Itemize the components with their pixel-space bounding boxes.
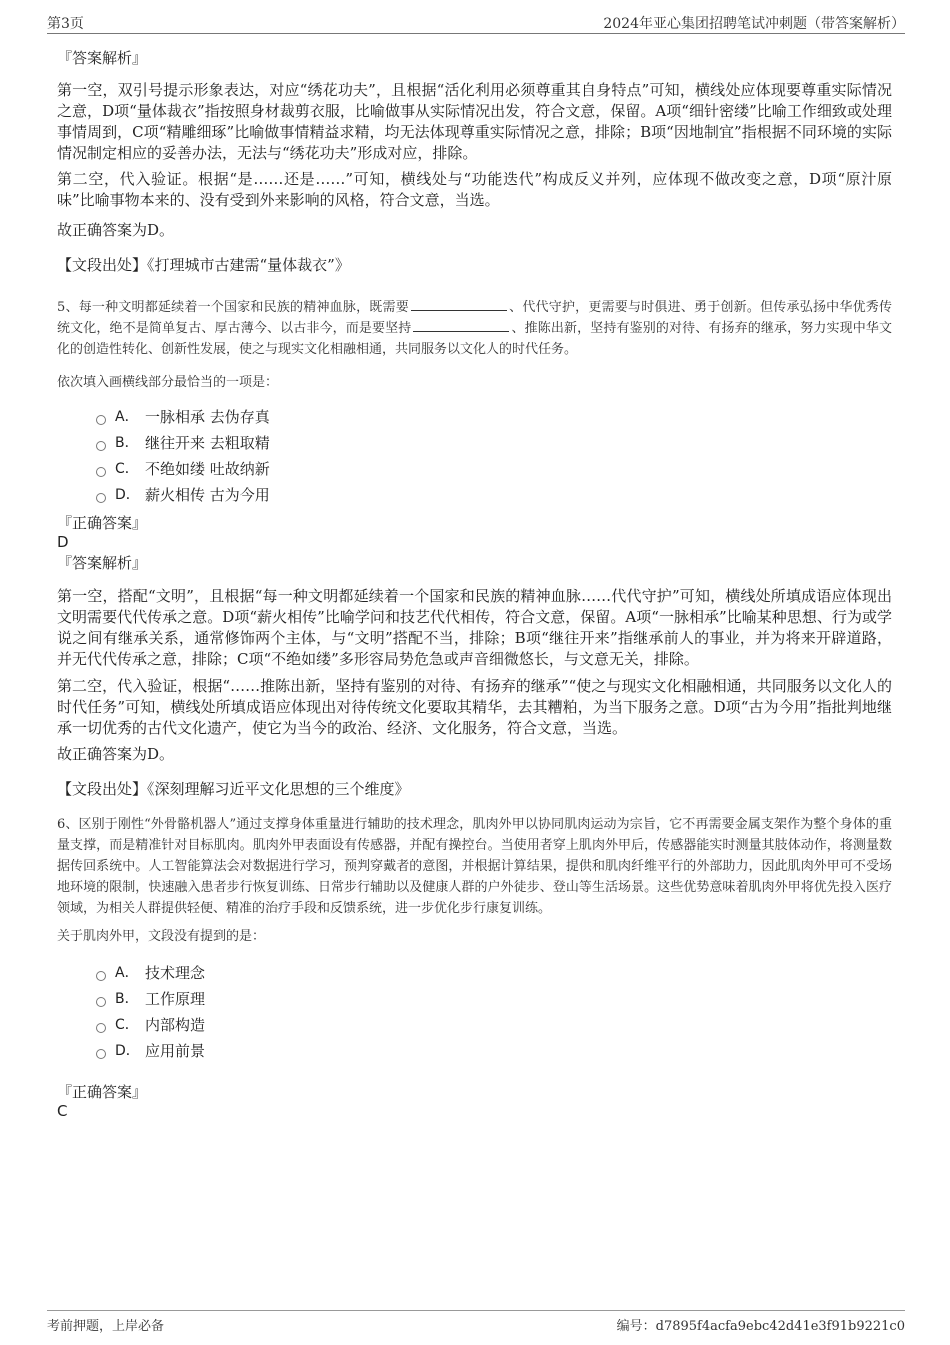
q6-option-b[interactable]: B． 工作原理 xyxy=(96,986,205,1012)
q4-conclusion: 故正确答案为D。 xyxy=(57,221,175,239)
radio-icon[interactable] xyxy=(96,415,106,425)
q4-analysis-para1: 第一空，双引号提示形象表达，对应“绣花功夫”，且根据“活化利用必须尊重其自身特点”可知，横线处应体现要尊重实际情况之意，D项“量体裁衣”指按照身材裁剪衣服，比喻做事从实际情况出发，符合文意，保留。A项“细针密缕”比喻工作细致或处理事情周到，C项“精雕细琢”比喻做事情精益求精，均无法体现尊重实际情况之意，排除；B项“因地制宜”指根据不同环境的实际情况制定相应的妥善办法，无法与“绣花功夫”形成对应，排除。 xyxy=(57,81,892,162)
footer-slogan: 考前押题，上岸必备 xyxy=(47,1319,165,1334)
radio-icon[interactable] xyxy=(96,493,106,503)
q5-analysis-label: 『答案解析』 xyxy=(57,554,148,572)
q5-source: 【文段出处】《深刻理解习近平文化思想的三个维度》 xyxy=(57,780,410,798)
q5-option-c[interactable]: C． 不绝如缕 吐故纳新 xyxy=(96,456,270,482)
q5-options xyxy=(96,404,270,508)
q6-options xyxy=(96,960,205,1064)
radio-icon[interactable] xyxy=(96,1023,106,1033)
q4-source: 【文段出处】《打理城市古建需“量体裁衣”》 xyxy=(57,256,350,274)
q5-prompt: 依次填入画横线部分最恰当的一项是： xyxy=(57,375,279,390)
q4-analysis-label: 『答案解析』 xyxy=(57,49,148,67)
q6-option-d[interactable]: D． 应用前景 xyxy=(96,1038,205,1064)
q6-option-c[interactable]: C． 内部构造 xyxy=(96,1012,205,1038)
document-id: 编号：d7895f4acfa9ebc42d41e3f91b9221c0 xyxy=(616,1319,905,1334)
radio-icon[interactable] xyxy=(96,441,106,451)
q5-option-a[interactable]: A． 一脉相承 去伪存真 xyxy=(96,404,270,430)
q5-option-d[interactable]: D． 薪火相传 古为今用 xyxy=(96,482,270,508)
q4-analysis-para2: 第二空，代入验证。根据“是……还是……”可知，横线处与“功能迭代”构成反义并列，应体现不做改变之意，D项“原汁原味”比喻事物本来的、没有受到外来影响的风格，符合文意，当选。 xyxy=(57,170,892,209)
radio-icon[interactable] xyxy=(96,997,106,1007)
q5-option-b[interactable]: B． 继往开来 去粗取精 xyxy=(96,430,270,456)
q5-analysis-para2: 第二空，代入验证，根据“……推陈出新，坚持有鉴别的对待、有扬弃的继承”“使之与现实文化相融相通，共同服务以文化人的时代任务”可知，横线处所填成语应体现出对待传统文化要取其精华，去其糟粕，为当下服务之意。D项“古为今用”指批判地继承一切优秀的古代文化遗产，使它为当今的政治、经济、文化服务，符合文意，当选。 xyxy=(57,677,892,737)
q5-conclusion: 故正确答案为D。 xyxy=(57,745,175,763)
radio-icon[interactable] xyxy=(96,971,106,981)
q6-answer: C xyxy=(57,1102,68,1120)
page-number: 第3页 xyxy=(47,16,84,32)
document-title: 2024年亚心集团招聘笔试冲刺题（带答案解析） xyxy=(603,16,905,32)
q6-answer-label: 『正确答案』 xyxy=(57,1083,148,1101)
page-header xyxy=(47,13,905,34)
q5-analysis-para1: 第一空，搭配“文明”，且根据“每一种文明都延续着一个国家和民族的精神血脉……代代守护”可知，横线处所填成语应体现出文明需要代代传承之意。D项“薪火相传”比喻学问和技艺代代相传，符合文意，保留。A项“一脉相承”比喻某种思想、行为或学说之间有继承关系，通常修饰两个主体，与“文明”搭配不当，排除；B项“继往开来”指继承前人的事业，并为将来开辟道路，并无代代传承之意，排除；C项“不绝如缕”多形容局势危急或声音细微悠长，与文意无关，排除。 xyxy=(57,587,892,668)
q6-question: 6、区别于刚性“外骨骼机器人”通过支撑身体重量进行辅助的技术理念，肌肉外甲以协同肌肉运动为宗旨，它不再需要金属支架作为整个身体的重量支撑，而是精准针对目标肌肉。肌肉外甲表面设有传感器，并配有操控台。当使用者穿上肌肉外甲后，传感器能实时测量其肢体动作，将测量数据传回系统中。人工智能算法会对数据进行学习，预判穿戴者的意图，并根据计算结果，提供和肌肉纤维平行的外部助力，因此肌肉外甲可不受场地环境的限制，快速融入患者步行恢复训练、日常步行辅助以及健康人群的户外徒步、登山等生活场景。这些优势意味着肌肉外甲将优先投入医疗领域，为相关人群提供轻便、精准的治疗手段和反馈系统，进一步优化步行康复训练。 xyxy=(57,817,892,916)
page-footer xyxy=(47,1310,905,1335)
q5-answer: D xyxy=(57,533,69,551)
radio-icon[interactable] xyxy=(96,467,106,477)
radio-icon[interactable] xyxy=(96,1049,106,1059)
q6-prompt: 关于肌肉外甲，文段没有提到的是： xyxy=(57,929,266,944)
q5-blank-1 xyxy=(411,298,507,311)
q5-question: 5、每一种文明都延续着一个国家和民族的精神血脉，既需要 、代代守护，更需要与时俱进、勇于创新。但传承弘扬中华优秀传统文化，绝不是简单复古、厚古薄今、以古非今，而是要坚持 、推陈出新，坚持有鉴别的对待、有扬弃的继承，努力实现中华文化的创造性转化、创新性发展，使之与现实文化相融相通，共同服务以文化人的时代任务。 xyxy=(57,300,892,357)
q5-answer-label: 『正确答案』 xyxy=(57,514,148,532)
q6-option-a[interactable]: A． 技术理念 xyxy=(96,960,205,986)
q5-blank-2 xyxy=(413,319,509,332)
